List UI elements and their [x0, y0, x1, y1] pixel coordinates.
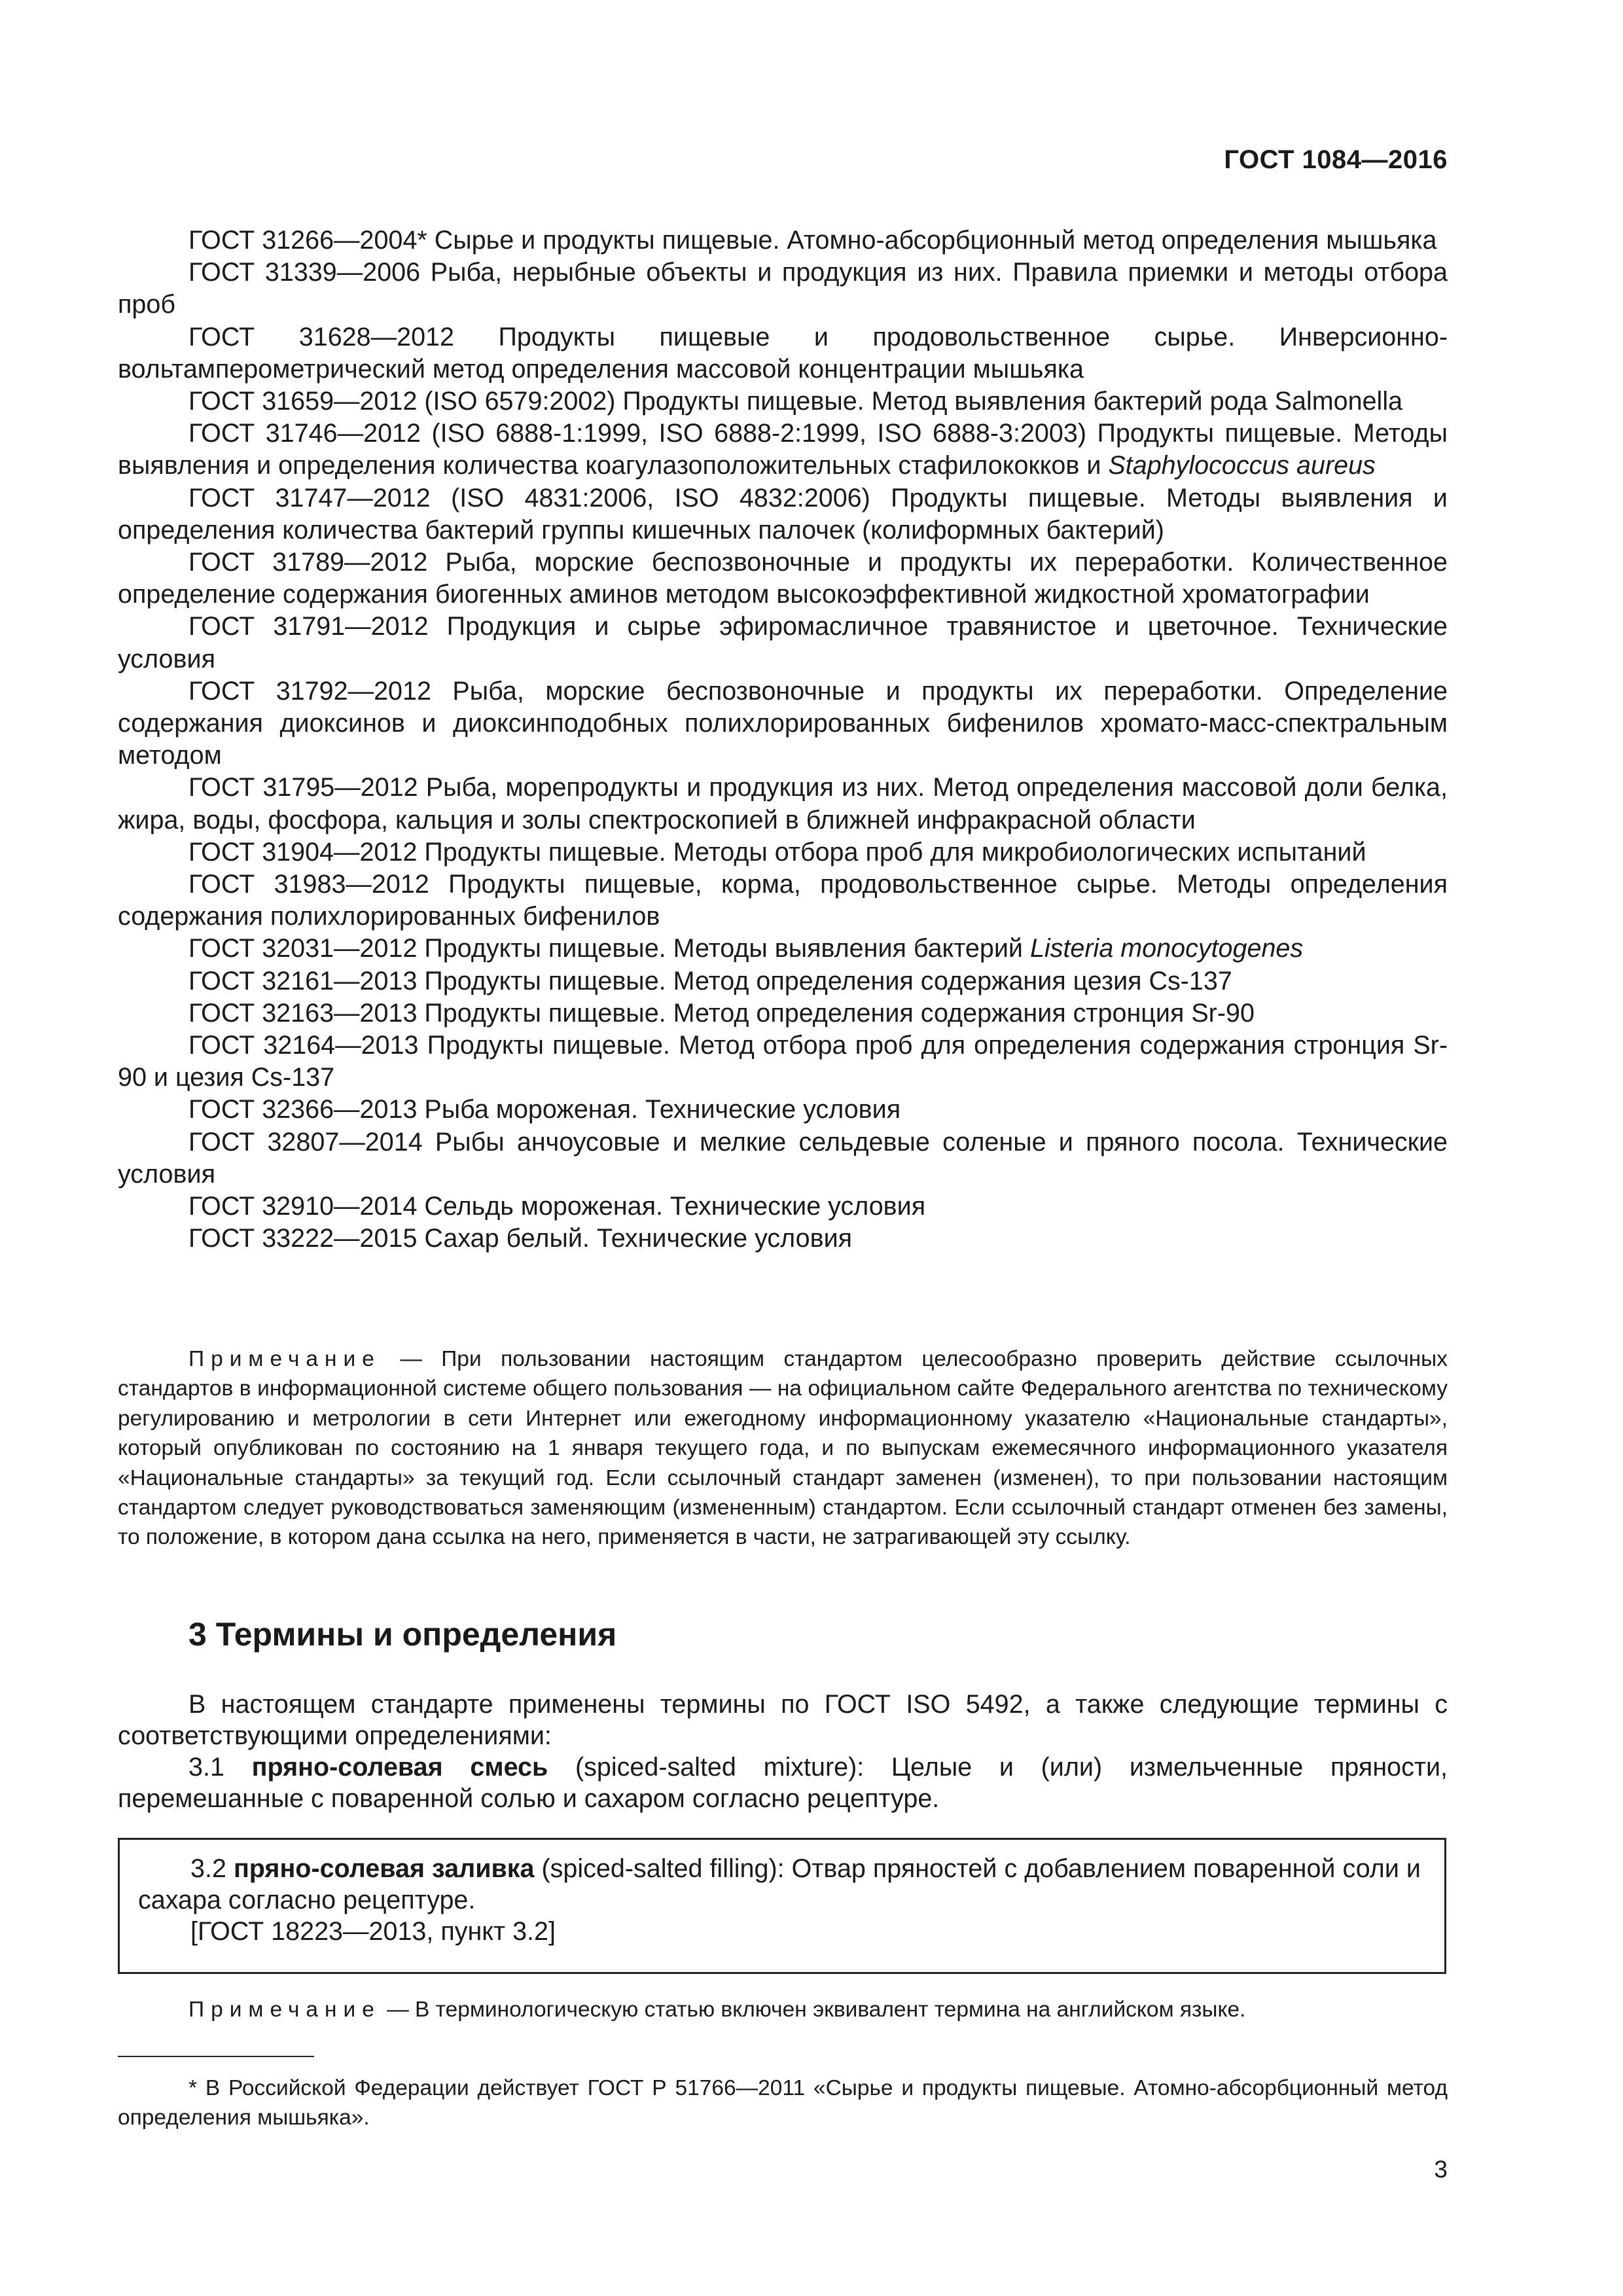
page-number: 3 — [1434, 2156, 1448, 2183]
reference-item: ГОСТ 32164—2013 Продукты пищевые. Метод отбора проб для определения содержания стронция Sr-90 и цезия Cs-137 — [118, 1031, 1448, 1092]
reference-item: ГОСТ 31795—2012 Рыба, морепродукты и продукция из них. Метод определения массовой доли белка, жира, воды, фосфора, кальция и золы спектроскопией в ближней инфракрасной области — [118, 773, 1448, 834]
term-entry-3-1: 3.1 пряно-солевая смесь (spiced-salted mixture): Целые и (или) измельченные пряности, перемешанные с поваренной солью и сахаром согласно рецептуре. — [118, 1753, 1448, 1813]
term-name: пряно-солевая заливка — [233, 1854, 535, 1883]
reference-item: ГОСТ 31747—2012 (ISO 4831:2006, ISO 4832:2006) Продукты пищевые. Методы выявления и определения количества бактерий группы кишечных палочек (колиформных бактерий) — [118, 483, 1448, 545]
normative-references-list — [118, 224, 1448, 1255]
reference-item: ГОСТ 31983—2012 Продукты пищевые, корма, продовольственное сырье. Методы определения содержания полихлорированных бифенилов — [118, 870, 1448, 931]
reference-item: ГОСТ 31628—2012 Продукты пищевые и продовольственное сырье. Инверсионно-вольтамперометрический метод определения массовой концентрации мышьяка — [118, 322, 1448, 384]
footnote — [118, 2073, 1448, 2132]
term-source: [ГОСТ 18223—2013, пункт 3.2] — [190, 1917, 556, 1946]
reference-item: ГОСТ 31904—2012 Продукты пищевые. Методы отбора проб для микробиологических испытаний — [188, 837, 1366, 867]
reference-item: ГОСТ 31339—2006 Рыба, нерыбные объекты и продукция из них. Правила приемки и методы отбора проб — [118, 258, 1448, 319]
section-intro: В настоящем стандарте применены термины по ГОСТ ISO 5492, а также следующие термины с соответствующими определениями: — [118, 1690, 1448, 1750]
note-label: Примечание — [188, 1998, 381, 2022]
footnote-marker: * — [188, 2076, 198, 2100]
term-entry-3-2-box — [118, 1838, 1446, 1974]
reference-item: ГОСТ 32163—2013 Продукты пищевые. Метод определения содержания стронция Sr-90 — [188, 998, 1255, 1028]
note-label: Примечание — [188, 1347, 381, 1371]
reference-item: ГОСТ 32910—2014 Сельдь мороженая. Технические условия — [188, 1192, 926, 1221]
note-text: — При пользовании настоящим стандартом целесообразно проверить действие ссылочных стандартов в информационной системе общего пользования — на официальном сайте Федерального агентства по техническому регулированию и метрологии в сети Интернет или ежегодному информационному указателю «Национальные стандарты», который опубликован по состоянию на 1 января текущего года, и по выпускам ежемесячного информационного указателя «Национальные стандарты» за текущий год. Если ссылочный стандарт заменен (изменен), то при пользовании настоящим стандартом следует руководствоваться заменяющим (измененным) стандартом. Если ссылочный стандарт отменен без замены, то положение, в котором дана ссылка на него, применяется в части, не затрагивающей эту ссылку. — [118, 1347, 1448, 1550]
reference-item: ГОСТ 31792—2012 Рыба, морские беспозвоночные и продукты их переработки. Определение содержания диоксинов и диоксинподобных полихлорированных бифенилов хромато-масс-спектральным методом — [118, 676, 1448, 770]
note-text: — В терминологическую статью включен эквивалент термина на английском языке. — [380, 1998, 1246, 2022]
footnote-text: В Российской Федерации действует ГОСТ Р 51766—2011 «Сырье и продукты пищевые. Атомно-абсорбционный метод определения мышьяка». — [118, 2076, 1448, 2130]
reference-item: ГОСТ 31789—2012 Рыба, морские беспозвоночные и продукты их переработки. Количественное определение содержания биогенных аминов методом высокоэффективной жидкостной хроматографии — [118, 548, 1448, 609]
reference-item: ГОСТ 32807—2014 Рыбы анчоусовые и мелкие сельдевые соленые и пряного посола. Технические условия — [118, 1127, 1448, 1189]
references-note — [118, 1344, 1448, 1552]
species-name: Staphylococcus aureus — [1108, 451, 1376, 480]
reference-item: ГОСТ 32366—2013 Рыба мороженая. Технические условия — [188, 1095, 901, 1124]
term-entry-3-2: 3.2 пряно-солевая заливка (spiced-salted filling): Отвар пряностей с добавлением поваренной соли и сахара согласно рецептуре. — [138, 1854, 1421, 1914]
term-definition: (spiced-salted mixture): Целые и (или) измельченные пряности, перемешанные с поваренной солью и сахаром согласно рецептуре. — [118, 1753, 1448, 1813]
reference-item: ГОСТ 31791—2012 Продукция и сырье эфиромасличное травянистое и цветочное. Технические условия — [118, 612, 1448, 673]
terms-note — [188, 1995, 1245, 2024]
species-name: Listeria monocytogenes — [1029, 934, 1304, 963]
document-header: ГОСТ 1084—2016 — [1224, 145, 1448, 174]
term-definition: (spiced-salted filling): Отвар пряностей с добавлением поваренной соли и сахара согласно рецептуре. — [138, 1854, 1421, 1914]
reference-item: ГОСТ 31266—2004* Сырье и продукты пищевые. Атомно-абсорбционный метод определения мышьяка — [188, 226, 1437, 255]
terms-section-body — [118, 1689, 1448, 1814]
reference-item: ГОСТ 33222—2015 Сахар белый. Технические условия — [188, 1224, 853, 1253]
reference-item: ГОСТ 31746—2012 (ISO 6888-1:1999, ISO 6888-2:1999, ISO 6888-3:2003) Продукты пищевые. Методы выявления и определения количества коагулазоположительных стафилококков и Staphylococcus aureus — [118, 419, 1448, 480]
reference-item: ГОСТ 32161—2013 Продукты пищевые. Метод определения содержания цезия Cs-137 — [188, 966, 1232, 996]
footnote-divider — [118, 2056, 314, 2057]
section-title: 3 Термины и определения — [188, 1616, 617, 1653]
reference-item: ГОСТ 32031—2012 Продукты пищевые. Методы выявления бактерий Listeria monocytogenes — [188, 934, 1304, 963]
reference-item: ГОСТ 31659—2012 (ISO 6579:2002) Продукты пищевые. Метод выявления бактерий рода Salmonella — [188, 387, 1403, 416]
term-name: пряно-солевая смесь — [251, 1753, 548, 1782]
